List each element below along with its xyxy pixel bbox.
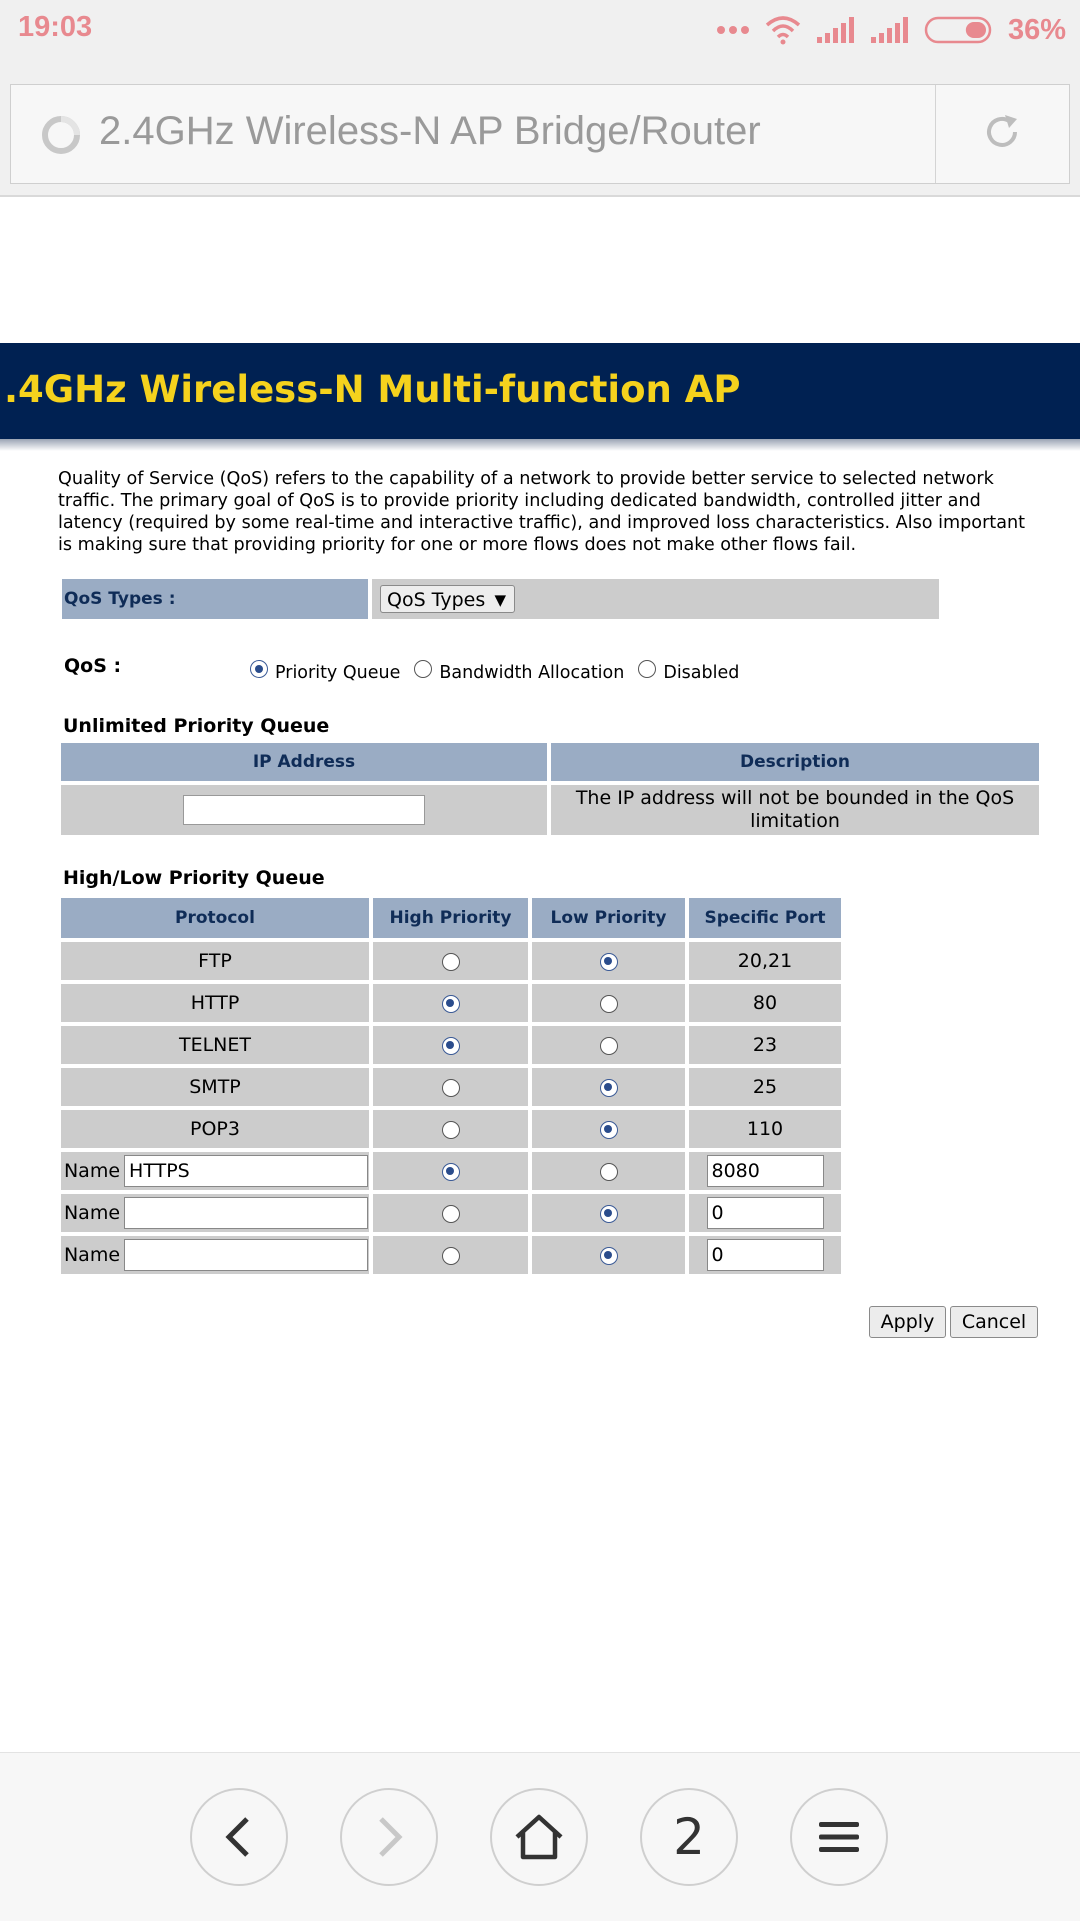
custom-row <box>61 1194 841 1232</box>
custom-name-cell <box>61 1194 369 1232</box>
qos-types-label-cell <box>62 579 368 619</box>
signal-icon-2 <box>870 16 910 44</box>
radio-disabled[interactable] <box>638 660 656 678</box>
custom-port-cell <box>689 1194 841 1232</box>
table-row <box>61 1110 841 1148</box>
qos-types-select[interactable] <box>380 585 515 613</box>
radio-low-priority[interactable] <box>600 1079 618 1097</box>
custom-name-input[interactable] <box>124 1197 368 1229</box>
table-row <box>61 984 841 1022</box>
high-priority-cell <box>373 1068 528 1106</box>
high-priority-cell <box>373 1152 528 1190</box>
qos-types-label: QoS Types : <box>64 589 176 609</box>
battery-percent: 36% <box>1007 13 1066 46</box>
menu-button[interactable] <box>790 1788 888 1886</box>
forward-button[interactable] <box>340 1788 438 1886</box>
site-loading-icon <box>41 115 81 155</box>
radio-high-priority[interactable] <box>442 1205 460 1223</box>
protocol-cell: TELNET <box>61 1026 369 1064</box>
radio-high-priority[interactable] <box>442 1163 460 1181</box>
port-cell: 20,21 <box>689 942 841 980</box>
table-row <box>61 1068 841 1106</box>
radio-low-priority[interactable] <box>600 1247 618 1265</box>
protocol-header: Protocol <box>61 898 369 938</box>
unlimited-queue-title: Unlimited Priority Queue <box>63 715 330 737</box>
low-priority-cell <box>532 1194 685 1232</box>
qos-types-cell <box>372 579 939 619</box>
forward-arrow-icon <box>369 1813 409 1861</box>
page-title: 2.4GHz Wireless-N AP Bridge/Router <box>99 109 761 153</box>
high-priority-cell <box>373 1110 528 1148</box>
specific-port-header: Specific Port <box>689 898 841 938</box>
table-row <box>61 942 841 980</box>
banner-title: .4GHz Wireless-N Multi-function AP <box>4 368 741 411</box>
unlimited-description: The IP address will not be bounded in the QoS limitation <box>551 785 1039 835</box>
low-priority-cell <box>532 1068 685 1106</box>
low-priority-cell <box>532 1152 685 1190</box>
address-bar[interactable] <box>10 84 1070 184</box>
high-priority-cell <box>373 1026 528 1064</box>
low-priority-cell <box>532 1110 685 1148</box>
radio-priority-queue[interactable] <box>250 660 268 678</box>
signal-icon-1 <box>816 16 856 44</box>
qos-types-selected: QoS Types <box>387 589 486 611</box>
low-priority-cell <box>532 942 685 980</box>
ip-address-input[interactable] <box>183 795 425 825</box>
custom-name-cell <box>61 1152 369 1190</box>
radio-low-priority[interactable] <box>600 953 618 971</box>
qos-description: Quality of Service (QoS) refers to the capability of a network to provide better service to selected network traffic. The primary goal of QoS is to provide priority including dedicated bandwidth, controlled jitter and latency (required by some real-time and interactive traffic), and improved loss characteristics. Also important is making sure that providing priority for one or more flows does not make other flows fail. <box>58 469 1026 555</box>
battery-icon <box>924 16 994 44</box>
custom-port-input[interactable]: 0 <box>707 1197 824 1229</box>
high-priority-cell <box>373 1194 528 1232</box>
wifi-icon <box>764 15 802 45</box>
home-icon <box>513 1813 565 1861</box>
back-button[interactable] <box>190 1788 288 1886</box>
radio-high-priority[interactable] <box>442 1121 460 1139</box>
name-label: Name <box>63 1244 121 1266</box>
ip-address-cell <box>61 785 547 835</box>
port-cell: 80 <box>689 984 841 1022</box>
custom-name-input[interactable]: HTTPS <box>124 1155 368 1187</box>
ip-address-header: IP Address <box>61 743 547 781</box>
banner-shadow <box>0 439 1080 451</box>
radio-low-priority[interactable] <box>600 1163 618 1181</box>
more-dots-icon <box>716 24 750 36</box>
router-banner <box>0 343 1080 439</box>
port-cell: 25 <box>689 1068 841 1106</box>
radio-low-priority[interactable] <box>600 1121 618 1139</box>
protocol-cell: FTP <box>61 942 369 980</box>
back-arrow-icon <box>219 1813 259 1861</box>
tabs-button[interactable] <box>640 1788 738 1886</box>
browser-toolbar <box>0 60 1080 197</box>
status-time: 19:03 <box>18 11 93 43</box>
status-bar <box>0 0 1080 60</box>
high-priority-header: High Priority <box>373 898 528 938</box>
low-priority-cell <box>532 984 685 1022</box>
high-priority-cell <box>373 942 528 980</box>
low-priority-cell <box>532 1026 685 1064</box>
protocol-cell: HTTP <box>61 984 369 1022</box>
high-priority-cell <box>373 984 528 1022</box>
radio-bandwidth-allocation[interactable] <box>414 660 432 678</box>
high-priority-cell <box>373 1236 528 1274</box>
tab-count: 2 <box>673 1808 705 1866</box>
unlimited-queue-table <box>57 739 1043 839</box>
bandwidth-allocation-label: Bandwidth Allocation <box>439 663 625 683</box>
dropdown-arrow-icon: ▼ <box>494 591 506 609</box>
protocol-cell: POP3 <box>61 1110 369 1148</box>
protocol-cell: SMTP <box>61 1068 369 1106</box>
menu-icon <box>817 1819 861 1855</box>
radio-high-priority[interactable] <box>442 1037 460 1055</box>
radio-low-priority[interactable] <box>600 1205 618 1223</box>
port-cell: 110 <box>689 1110 841 1148</box>
name-label: Name <box>63 1202 121 1224</box>
radio-high-priority[interactable] <box>442 953 460 971</box>
qos-mode-options <box>250 655 753 683</box>
name-label: Name <box>63 1160 121 1182</box>
custom-name-cell <box>61 1236 369 1274</box>
port-cell: 23 <box>689 1026 841 1064</box>
description-header: Description <box>551 743 1039 781</box>
priority-queue-table <box>57 894 845 1278</box>
custom-name-input[interactable] <box>124 1239 368 1271</box>
custom-port-input[interactable]: 0 <box>707 1239 824 1271</box>
reload-icon[interactable] <box>981 111 1023 153</box>
radio-high-priority[interactable] <box>442 1079 460 1097</box>
custom-port-cell <box>689 1236 841 1274</box>
low-priority-header: Low Priority <box>532 898 685 938</box>
qos-mode-label: QoS : <box>64 655 122 677</box>
disabled-label: Disabled <box>663 663 740 683</box>
low-priority-cell <box>532 1236 685 1274</box>
radio-low-priority[interactable] <box>600 995 618 1013</box>
browser-nav-bar <box>0 1752 1080 1921</box>
priority-queue-label: Priority Queue <box>275 663 401 683</box>
custom-row <box>61 1236 841 1274</box>
apply-button[interactable]: Apply <box>869 1306 946 1338</box>
cancel-button[interactable]: Cancel <box>950 1306 1038 1338</box>
address-divider <box>935 85 936 183</box>
custom-row <box>61 1152 841 1190</box>
radio-high-priority[interactable] <box>442 995 460 1013</box>
radio-low-priority[interactable] <box>600 1037 618 1055</box>
home-button[interactable] <box>490 1788 588 1886</box>
table-row <box>61 1026 841 1064</box>
radio-high-priority[interactable] <box>442 1247 460 1265</box>
priority-queue-title: High/Low Priority Queue <box>63 867 325 889</box>
custom-port-input[interactable]: 8080 <box>707 1155 824 1187</box>
custom-port-cell <box>689 1152 841 1190</box>
